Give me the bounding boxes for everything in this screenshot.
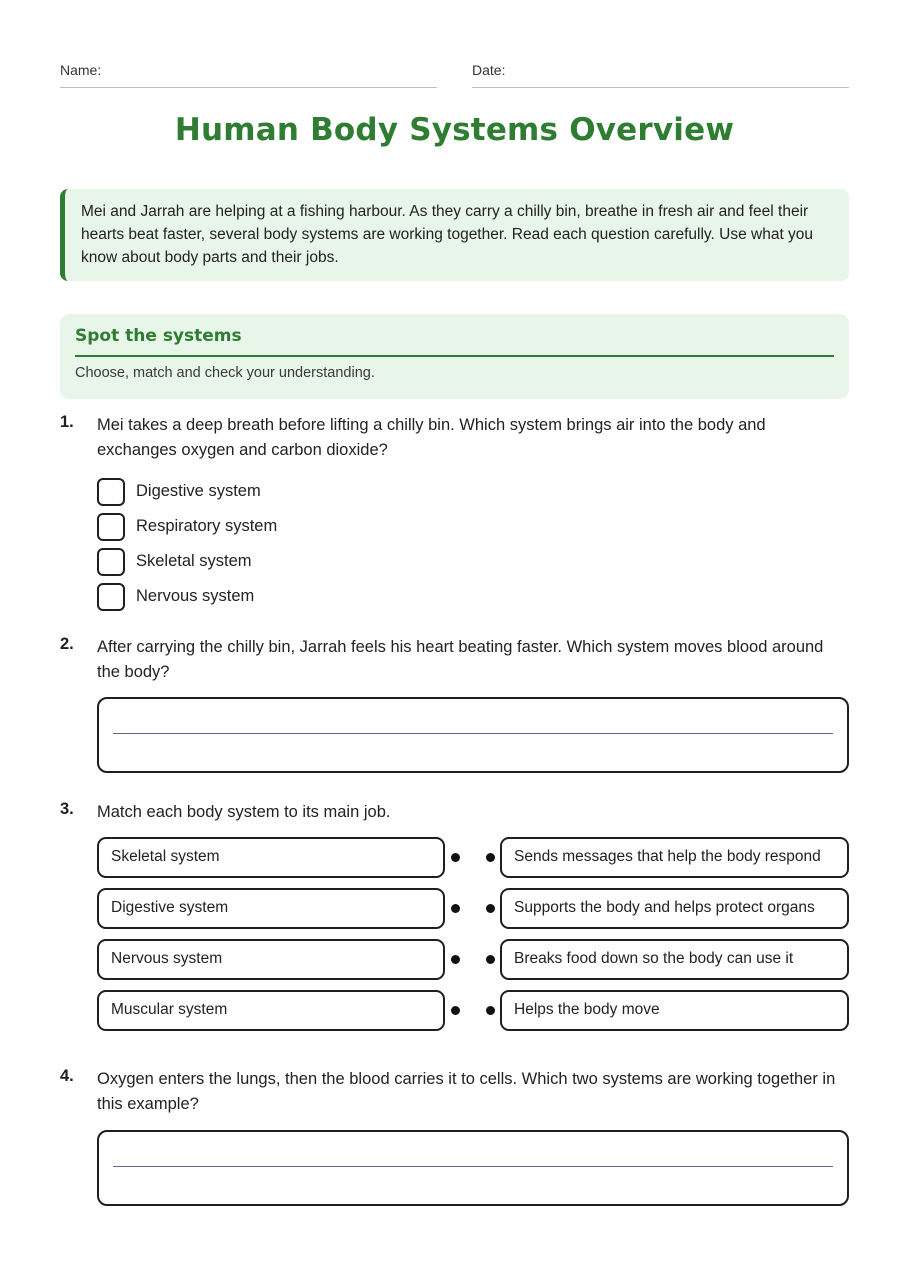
question-number: 2. — [60, 635, 74, 653]
intro-text: Mei and Jarrah are helping at a fishing harbour. As they carry a chilly bin, breathe in fresh air and feel their hearts beat faster, several body systems are working together. Read each question carefully. Use what you know about body parts and their jobs. — [60, 189, 849, 281]
question-3 — [60, 800, 849, 825]
question-1 — [60, 413, 849, 463]
match-dot-left[interactable] — [451, 904, 460, 913]
section-title: Spot the systems — [75, 326, 834, 357]
name-label: Name: — [60, 62, 102, 78]
match-left-item[interactable]: Muscular system — [97, 990, 445, 1031]
option-label: Digestive system — [136, 482, 261, 500]
question-number: 4. — [60, 1067, 74, 1085]
match-right-item[interactable]: Sends messages that help the body respond — [500, 837, 849, 878]
name-field[interactable] — [60, 60, 437, 88]
match-dot-right[interactable] — [486, 904, 495, 913]
option-nervous[interactable] — [97, 579, 277, 614]
page-title: Human Body Systems Overview — [174, 112, 735, 148]
match-dot-left[interactable] — [451, 955, 460, 964]
option-respiratory[interactable] — [97, 509, 277, 544]
question-text: Match each body system to its main job. — [97, 803, 391, 821]
answer-box-4[interactable] — [97, 1130, 849, 1206]
question-text: Mei takes a deep breath before lifting a chilly bin. Which system brings air into the body and exchanges oxygen and carbon dioxide? — [97, 416, 766, 459]
option-label: Nervous system — [136, 587, 255, 605]
question-text: Oxygen enters the lungs, then the blood carries it to cells. Which two systems are working together in this example? — [97, 1070, 836, 1113]
question-number: 1. — [60, 413, 74, 431]
answer-box-2[interactable] — [97, 697, 849, 773]
checkbox[interactable] — [97, 513, 125, 541]
match-dot-right[interactable] — [486, 955, 495, 964]
match-row — [97, 939, 849, 980]
date-field[interactable] — [472, 60, 849, 88]
answer-line — [113, 1166, 833, 1167]
name-date-row — [60, 60, 849, 88]
question-number: 3. — [60, 800, 74, 818]
question-1-options — [97, 474, 277, 614]
option-digestive[interactable] — [97, 474, 277, 509]
question-4 — [60, 1067, 849, 1117]
match-dot-left[interactable] — [451, 853, 460, 862]
match-left-item[interactable]: Skeletal system — [97, 837, 445, 878]
section-subtitle: Choose, match and check your understanding. — [75, 365, 375, 381]
date-label: Date: — [472, 62, 506, 78]
match-row — [97, 837, 849, 878]
option-skeletal[interactable] — [97, 544, 277, 579]
match-right-item[interactable]: Breaks food down so the body can use it — [500, 939, 849, 980]
match-row — [97, 888, 849, 929]
question-text: After carrying the chilly bin, Jarrah feels his heart beating faster. Which system moves blood around the body? — [97, 638, 824, 681]
match-left-item[interactable]: Digestive system — [97, 888, 445, 929]
checkbox[interactable] — [97, 478, 125, 506]
checkbox[interactable] — [97, 583, 125, 611]
section-header — [60, 314, 849, 399]
match-row — [97, 990, 849, 1031]
match-dot-right[interactable] — [486, 853, 495, 862]
checkbox[interactable] — [97, 548, 125, 576]
option-label: Skeletal system — [136, 552, 252, 570]
question-2 — [60, 635, 849, 685]
match-left-item[interactable]: Nervous system — [97, 939, 445, 980]
option-label: Respiratory system — [136, 517, 278, 535]
match-dot-right[interactable] — [486, 1006, 495, 1015]
answer-line — [113, 733, 833, 734]
match-right-item[interactable]: Helps the body move — [500, 990, 849, 1031]
match-dot-left[interactable] — [451, 1006, 460, 1015]
match-right-item[interactable]: Supports the body and helps protect organs — [500, 888, 849, 929]
